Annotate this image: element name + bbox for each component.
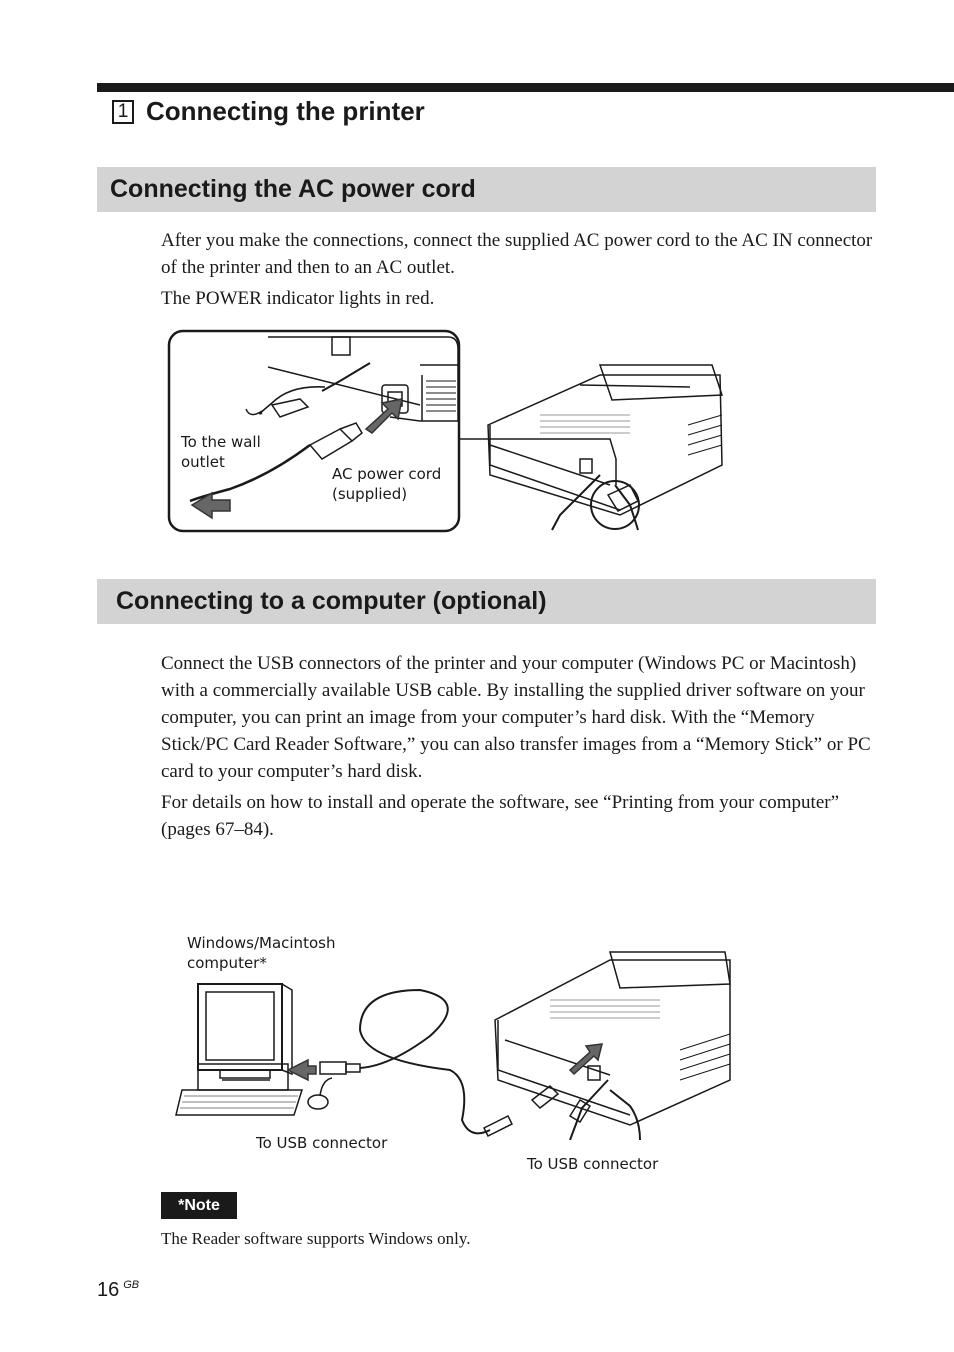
top-rule [97, 83, 954, 92]
label-usb-printer: To USB connector [527, 1155, 659, 1173]
page-number [97, 1279, 139, 1302]
chapter-number: 1 [112, 100, 134, 124]
section-title-power: Connecting the AC power cord [110, 175, 476, 203]
label-wall-outlet: To the wall outlet [181, 433, 261, 471]
paragraph: The POWER indicator lights in red. [161, 288, 435, 309]
page-language-suffix: GB [123, 1279, 140, 1292]
section-computer-body [161, 650, 873, 847]
paragraph: For details on how to install and operate the software, see “Printing from your computer” (pages 67–84). [161, 792, 840, 840]
label-ac-power-cord: AC power cord (supplied) [332, 465, 442, 503]
label-usb-computer: To USB connector [256, 1134, 388, 1152]
chapter-title: Connecting the printer [146, 96, 425, 126]
paragraph: After you make the connections, connect the supplied AC power cord to the AC IN connector of the printer and then to an AC outlet. [161, 230, 873, 278]
note-text: The Reader software supports Windows only. [161, 1229, 471, 1248]
chapter-heading [112, 96, 425, 127]
section-header-power [97, 167, 876, 212]
section-title-computer: Connecting to a computer (optional) [116, 587, 547, 615]
paragraph: Connect the USB connectors of the printer and your computer (Windows PC or Macintosh) with a commercially available USB cable. By installing the supplied driver software on your computer, you can print an image from your computer’s hard disk. With the “Memory Stick/PC Card Reader Software,” you can also transfer images from a “Memory Stick” or PC card to your computer’s hard disk. [161, 653, 871, 782]
label-computer: Windows/Macintosh computer* [187, 934, 336, 972]
page-number-value: 16 [97, 1279, 120, 1301]
section-power-body [161, 227, 873, 316]
note-badge: *Note [161, 1192, 237, 1219]
section-header-computer [97, 579, 876, 624]
